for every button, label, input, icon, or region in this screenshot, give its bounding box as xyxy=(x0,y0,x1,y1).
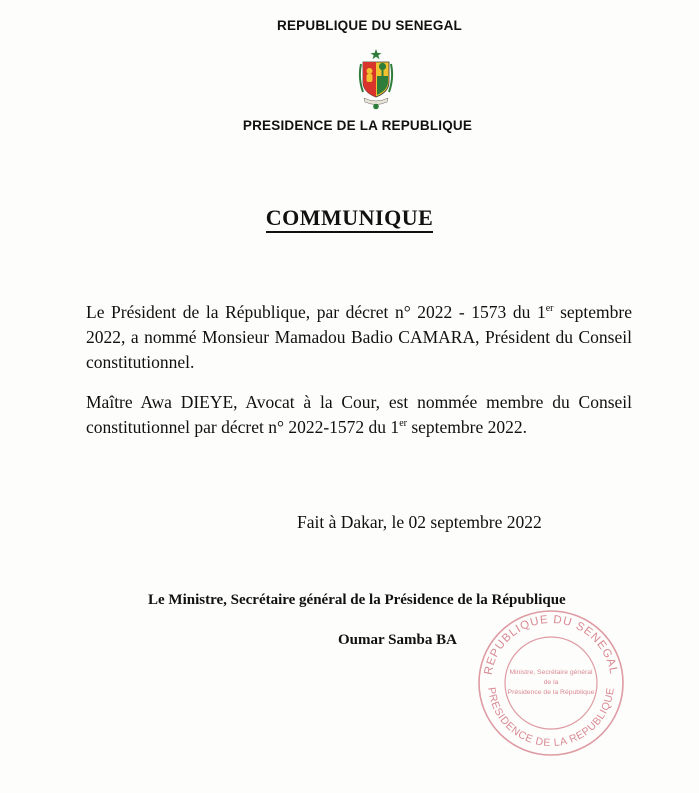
country-header: REPUBLIQUE DU SENEGAL xyxy=(277,18,462,33)
document-title-text: COMMUNIQUE xyxy=(266,205,434,233)
paragraph-decree-president xyxy=(86,300,632,375)
svg-text:REPUBLIQUE DU SENEGAL xyxy=(483,614,620,676)
stamp-center-line-3: Présidence de la République xyxy=(507,689,595,696)
stamp-center-line-1: Ministre, Secrétaire général xyxy=(509,669,593,676)
stamp-center-line-2: de la xyxy=(543,679,559,686)
stamp-ring-top: REPUBLIQUE DU SENEGAL xyxy=(482,613,620,676)
paragraph-1-text-a: Le Président de la République, par décret n° 2022 - 1573 du 1 xyxy=(86,302,546,322)
paragraph-1-superscript: er xyxy=(545,303,554,315)
official-stamp-icon xyxy=(476,608,626,758)
stamp-ring-bottom: PRESIDENCE DE LA REPUBLIQUE xyxy=(485,686,617,750)
paragraph-2-superscript: er xyxy=(399,418,407,430)
coat-of-arms-icon xyxy=(358,48,394,110)
presidency-header: PRESIDENCE DE LA REPUBLIQUE xyxy=(242,118,473,133)
place-and-date: Fait à Dakar, le 02 septembre 2022 xyxy=(297,512,542,532)
signatory-title: Le Ministre, Secrétaire général de la Présidence de la République xyxy=(148,592,566,608)
paragraph-2-text-b: septembre 2022. xyxy=(406,417,528,437)
document-title xyxy=(0,205,699,231)
paragraph-2-text-a: Maître Awa DIEYE, Avocat à la Cour, est nommée membre du Conseil constitutionnel par décret n° 2022-1572 du 1 xyxy=(86,392,632,437)
paragraph-1-text-b: septembre 2022, a nommé Monsieur Mamadou Badio CAMARA, Président du Conseil constitutionnel. xyxy=(86,302,632,372)
signatory-name: Oumar Samba BA xyxy=(338,632,457,648)
paragraph-decree-member xyxy=(86,390,632,440)
